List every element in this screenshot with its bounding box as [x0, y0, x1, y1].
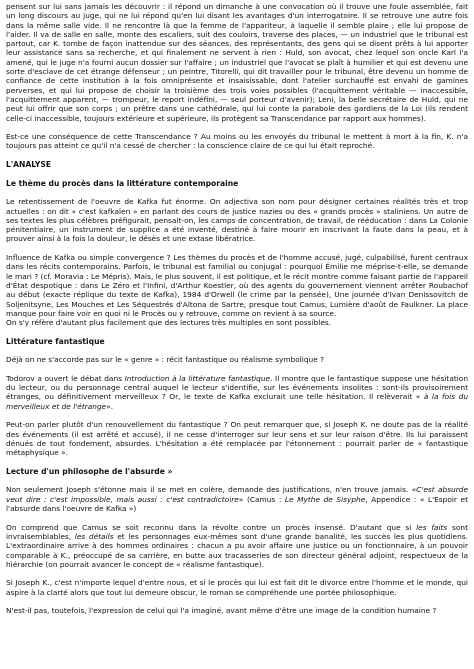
heading-fantastique: Littérature fantastique — [6, 336, 105, 346]
quote: à la fois du merveilleux et de l'étrange — [6, 392, 468, 411]
theme-paragraph-2: Influence de Kafka ou simple convergence ? Les thèmes du procès et de l'homme accusé, jugé, culpabilisé, furent centraux dans les récits contemporains. Parfois, le tribunal est familial ou conjugal : pourquoi Émilie me méprise-t-elle, se demande le mari ? (cf. Moravia : Le Mépris). Mais, le plus souvent, il est politique, et le récit montre comme faisant partie de l'appareil d'État despotique : dans Le Zéro et l'Infini, d'Arthur Koestler, où des agents du gouvernement viennent arrêter Roubachof au début (exacte réplique du texte de Kafka), 1984 d'Orwell (le crime par la pensée), Une journée d'Ivan Denissovitch de Soljenitsyne, Les Mouches et Les Séquestrés d'Altona de Sartre, presque tout Camus, Lumière d'août de Faulkner. La place manque pour faire voir en quoi ni le Procès ou y retrouve, comme on revient à sa source. — [6, 253, 468, 318]
section-title: L'ANALYSE — [6, 160, 52, 170]
fantastique-paragraph-2: Todorov a ouvert le débat dans Introduction à la littérature fantastique. Il montre que le fantastique suppose une hésitation du lecteur, ou du personnage central auquel le lecteur s'identifie, sur les événements insolites : sont-ils provisoirement étranges, ou définitivement merveilleux ? Or, le texte de Kafka exclurait une telle hésitation. Il relèverait « à la fois du merveilleux et de l'étrange». — [6, 373, 469, 411]
theme-paragraph-1: Le retentissement de l'oeuvre de Kafka fut énorme. On adjectiva son nom pour désigner certaines réalités très et trop actuelles : on dit « c'est kafkaïen » en parlant des cours de justice nazies ou des « grands procès » staliniens. Un autre de ses textes les plus célèbres préfigurait, pensait-on, les camps de concentration, de travail, de rééducation : dans La Colonie pénitentiaire, un instrument de supplice a été inventé, destiné à faire mourir en inscrivant la faute dans la peau, et à prouver ainsi à la fois la douleur, le désès et une extase libératrice. — [6, 197, 468, 244]
fantastique-paragraph-3: Peut-on parler plutôt d'un renouvellement du fantastique ? On peut remarquer que, si Joseph K. ne doute pas de la réalité des événements (il est arrêté et accusé), il ne cesse d'interroger sur leur sens et sur leur raison d'être. Ils lui paraissent dénués de tout fondement, absurdes. L'hésitation a été remplacée par l'étonnement : pourrait parler de « fantastique métaphysique ». — [6, 420, 468, 458]
absurde-paragraph-4: N'est-il pas, toutefois, l'expression de celui qui l'a imaginé, avant même d'être une image de la condition humaine ? — [6, 606, 437, 616]
absurde-paragraph-2: On comprend que Camus se soit reconnu dans la révolte contre un procès insensé. D'autant que si les faits sont invraisemblables, les détails et les personnages eux-mêmes sont d'une grande banalité, les succès les plus quotidiens. L'extraordinaire arrive à des hommes ordinaires : chacun a pu avoir affaire une justice ou un fonctionnaire, à un pouvoir comparable à K., préoccupé de sa carrière, en butte aux tracasseries de son directeur général adjoint, respectueux de la hiérarchie (on pourrait avancer le concept de « réalisme fantastique). — [6, 522, 468, 569]
emphasis: les détails — [74, 531, 114, 541]
theme-paragraph-3: On s'y réfère d'autant plus facilement que des lectures très multiples en sont possibles. — [6, 318, 332, 328]
absurde-paragraph-1: Non seulement Joseph s'étonne mais il se met en colère, demande des justifications, n'en trouve jamais. «C'est absurde veut dire : c'est impossible, mais aussi : c'est contradictoire» (Camus : Le Mythe de Sisyphe, Appendice : « L'Espoir et l'absurde dans l'oeuvre de Kafka ») — [6, 485, 468, 514]
intro-paragraph: pensent sur lui sans jamais les découvrir : il répond un dimanche à une convocation où il trouve une foule assemblée, fait un long discours au juge, qui ne lui répond qu'en lui disant les avantages d'un interrogatoire. Il se retrouve une autre fois dans la même salle vide. Il ne rencontre là que la femme de l'appariteur, à laquelle il semble plaire ; elle lui propose de l'aider. Il va de salle en salle, monte des escaliers, suit des couloirs, traverse des places, — un industriel que le tribunal est partout, car K. tombe de façon inattendue sur des séances, des représentants, des gens qui se disent prêts à lui apporter leur assistance sans sa recherche, et qui finalement ne servent à rien : Huld, son avocat, chez lequel son oncle Karl l'a amené, qui le juge n'a fourni aucun dossier sur l'affaire ; un industriel que l'avocat se plaît à humilier et qui est devenu une sorte d'esclave de cet étrange défenseur ; un peintre, Titorelli, qui dit travailler pour le tribunal, être devenu un homme de confiance de cette institution à la fois omniprésente et insaisissable, dont l'atelier surchauffé est envahi de gamines perverses, et qui lui propose de choisir la troisième des trois voies possibles (l'acquittement véritable — inaccessible, l'acquittement apparent, — trompeur, le report indéfini, — seul porteur d'avenir); Leni, la belle secrétaire de Huld, qui ne peut lui offrir que son corps ; un prêtre dans une cathédrale, qui lui conte la parabole des gardiens de la Loi (ils rendent celle-ci inaccessible, toujours extérieure et supérieure, ils protègent sa Transcendance par rapport aux hommes). — [6, 2, 468, 123]
heading-absurde: Lecture d'un philosophe de l'absurde » — [6, 466, 173, 476]
absurde-paragraph-3: Si Joseph K., c'est n'importe lequel d'entre nous, et si le procès qui lui est fait dit le divorce entre l'homme et le monde, qui aspire à la clarté alors que tout lui demeure obscur, le roman se compréhende une portée philosophique. — [6, 578, 468, 597]
book-title: Introduction à la littérature fantastique — [124, 373, 271, 383]
fantastique-paragraph-1: Déjà on ne s'accorde pas sur le « genre » : récit fantastique ou réalisme symbolique ? — [6, 355, 325, 365]
intro-paragraph-2: Est-ce une conséquence de cette Transcendance ? Au moins ou les envoyés du tribunal le mettent à mort à la fin, K. n'a toujours pas atteint ce qu'il n'a cessé de chercher : la conscience claire de ce qui lui était reproché. — [6, 132, 468, 151]
heading-theme: Le thème du procès dans la littérature contemporaine — [6, 178, 239, 188]
emphasis: les faits — [416, 522, 448, 532]
book-title: Le Mythe de Sisyphe — [284, 494, 366, 504]
quote: C'est absurde veut dire : c'est impossible, mais aussi : c'est contradictoire — [6, 485, 468, 504]
